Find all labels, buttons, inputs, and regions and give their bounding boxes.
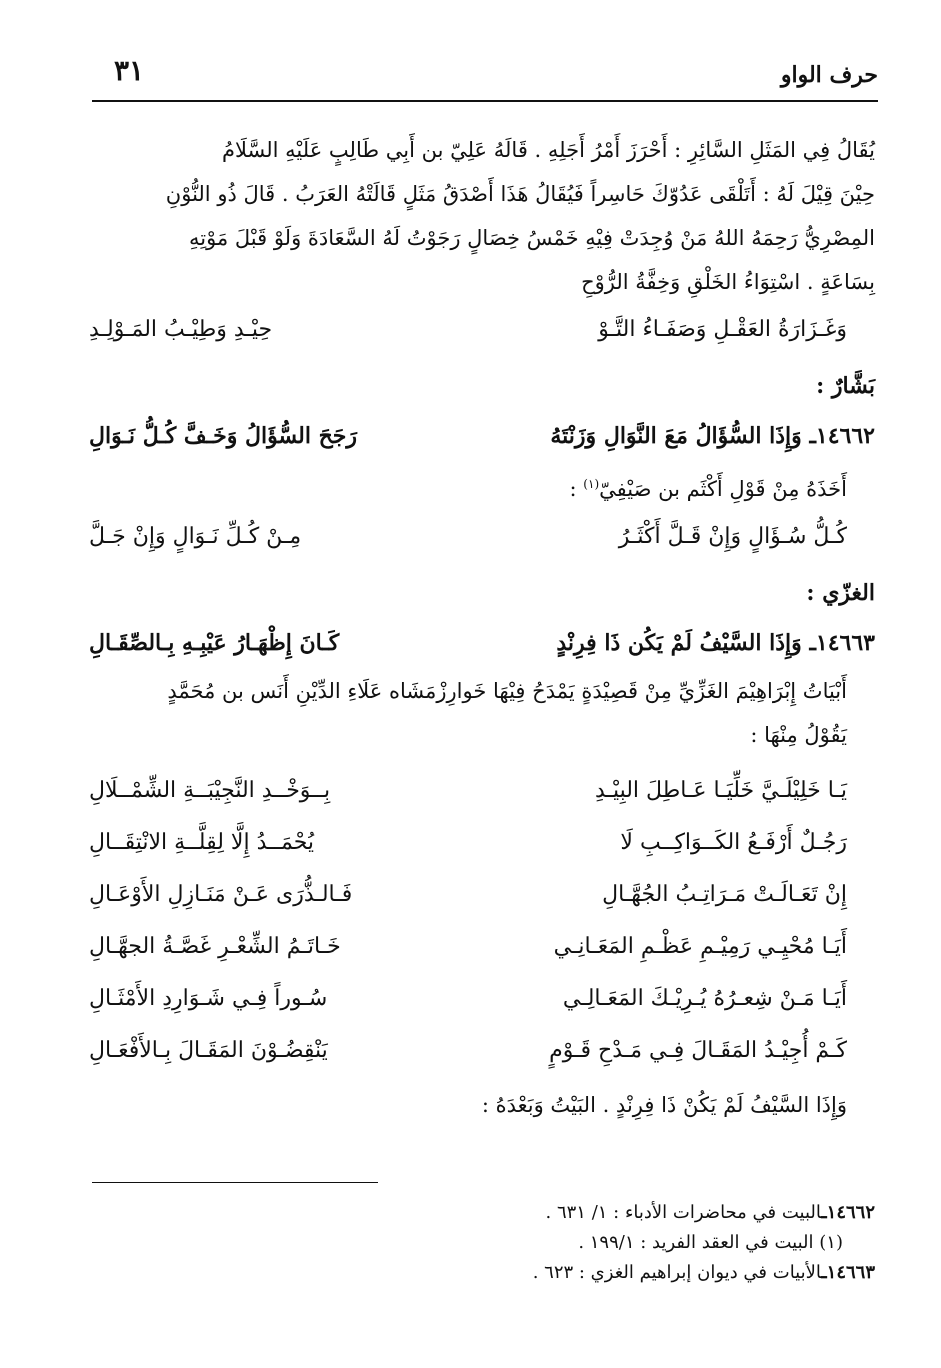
poem-block — [89, 765, 875, 1077]
text-line: يُقَالُ فِي المَثَلِ السَّائِرِ : أَحْرَزَ أَمْرُ أَجَلِهِ . قَالَهُ عَلِيّ بن أَبِي طَالِبٍ عَلَيْهِ السَّلَامُ — [222, 138, 875, 162]
ghazzi-paragraph — [89, 669, 875, 757]
source-note — [89, 462, 875, 511]
header-rule — [92, 100, 878, 102]
verse-line — [89, 921, 875, 973]
verse-second-hemistich: بِــوَخْــدِ النَّجِيْبَــةِ الشِّمْــلَالِ — [89, 778, 331, 803]
footnote-text: البيت في العقد الفريد : ١٩٩/١ . — [578, 1232, 814, 1253]
footnote-number: ١٤٦٦٢ـ — [821, 1202, 875, 1223]
text-line: حِيْنَ قِيْلَ لَهُ : أَتَلْقَى عَدُوّكَ حَاسِراً فَيُقَالُ هَذَا أَصْدَقُ مَثَلٍ قَالَتْهُ العَرَبُ . قَالَ ذُو النُّوْنِ — [165, 182, 875, 206]
poet-heading: الغزّي : — [806, 580, 875, 606]
footnote-text: البيت في محاضرات الأدباء : ١/ ٦٣١ . — [545, 1202, 822, 1223]
footnote-number: ١٤٦٦٣ـ — [821, 1262, 875, 1283]
page-body — [89, 128, 875, 1127]
source-note-text: أَخَذَهُ مِنْ قَوْلِ أَكْثَم بن صَيْفِيّ — [599, 477, 847, 501]
verse-first-hemistich: أَيَـا مُحْيِـي رَمِيْـمِ عَظْـمِ المَعَـانِـي — [553, 934, 847, 959]
footnote-number: (١) — [819, 1232, 843, 1253]
closing-line: وَإِذَا السَّيْفُ لَمْ يَكُنْ ذَا فِرِنْدٍ . البَيْتُ وَبَعْدَهُ : — [481, 1093, 847, 1117]
verse-second-hemistich: خَـاتَـمُ الشِّعْـرِ غَصَّـةُ الجهَّـالِ — [89, 934, 341, 959]
verse-line — [89, 973, 875, 1025]
footnotes — [89, 1198, 875, 1288]
text-line: يَقُوْلُ مِنْهَا : — [750, 723, 847, 747]
verse-first-hemistich: وَغَـزَارَةُ العَقْـلِ وَصَفَـاءُ التَّـوْ — [598, 317, 847, 342]
verse-second-hemistich: حِيْـدِ وَطِيْـبُ المَـوْلِـدِ — [89, 317, 273, 342]
verse-second-hemistich: مِـنْ كُـلِّ نَـوَالٍ وَإِنْ جَـلَّ — [89, 524, 302, 549]
verse-second-hemistich: يَنْقِضُـوْنَ المَقَـالَ بِـالأَفْعَـالِ — [89, 1038, 328, 1063]
verse-first-hemistich: رَجُـلٌ أَرْفَـعُ الكَــوَاكِــبِ لَا — [620, 830, 847, 855]
verse-second-hemistich: سُـوراً فِـي شَـوَارِدِ الأَمْثَـالِ — [89, 986, 328, 1011]
verse-text: وَإِذَا السُّؤَالُ مَعَ النَّوَالِ وَزَنْتَهُ — [550, 423, 802, 449]
verse-number: ١٤٦٦٣ـ — [809, 630, 875, 656]
numbered-verse-14663 — [89, 617, 875, 669]
verse-line — [89, 765, 875, 817]
verse-line — [89, 869, 875, 921]
footnote — [89, 1228, 875, 1258]
source-note-suffix: : — [569, 477, 584, 501]
footnote-rule — [92, 1182, 378, 1183]
footnote — [89, 1258, 875, 1288]
text-line: بِسَاعَةٍ . اسْتِوَاءُ الخَلْقِ وَخِفَّةُ الرُّوْحِ — [581, 270, 875, 294]
verse-first-hemistich — [556, 617, 875, 669]
text-line: أَبْيَاتُ إِبْرَاهِيْمَ الغَزِّيِّ مِنْ قَصِيْدَةٍ يَمْدَحُ فِيْهَا خَوارِزْمَشَاه عَلَاءِ الدِّيْنِ أَنَس بن مُحَمَّدٍ — [167, 679, 847, 703]
page-header — [92, 52, 878, 98]
verse-second-hemistich: يُحْمَــدُ إِلَّا لِقِلَّــةِ الانْتِقَــالِ — [89, 830, 315, 855]
verse-first-hemistich: أَيَـا مَـنْ شِعـرُهُ يُـرِيْـكَ المَعَـالِـي — [562, 986, 847, 1011]
verse-line — [89, 511, 875, 563]
numbered-verse-14662 — [89, 410, 875, 462]
intro-paragraph — [89, 128, 875, 304]
page-number: ٣١ — [114, 54, 145, 87]
verse-line — [89, 817, 875, 869]
verse-first-hemistich: يَـا خَلِيْلَـيَّ خَلِّيَـا عَـاطِلَ البِيْـدِ — [594, 778, 847, 803]
text-line: المِصْرِيُّ رَحِمَهُ اللهُ مَنْ وُجِدَتْ فِيْهِ خَمْسُ خِصَالٍ رَجَوْتُ لَهُ السَّعَادَةَ وَلَوْ قَبْلَ مَوْتِهِ — [189, 226, 875, 250]
poet-heading: بَشَّارٌ : — [816, 373, 875, 399]
verse-second-hemistich: رَجَحَ السُّؤَالُ وَخَـفَّ كُـلُّ نَـوَالِ — [89, 423, 358, 449]
footnote-marker: (١) — [583, 477, 600, 491]
verse-second-hemistich: كَـانَ إِظْهَـارُ عَيْبِـهِ بِـالصِّقَـالِ — [89, 630, 340, 656]
verse-text: وَإِذَا السَّيْفُ لَمْ يَكُن ذَا فِرِنْدٍ — [556, 630, 802, 656]
verse-line — [89, 304, 875, 356]
verse-second-hemistich: فَـالـذُّرَى عَـنْ مَنَـازِلِ الأَوْعَـالِ — [89, 882, 353, 907]
footnote-text: الأبيات في ديوان إبراهيم الغزي : ٦٢٣ . — [532, 1262, 822, 1283]
verse-first-hemistich: كَـمْ أُجِيْـدُ المَقَـالَ فِـي مَـدْحِ قَـوْمٍ — [549, 1038, 847, 1063]
verse-first-hemistich — [550, 410, 875, 462]
verse-line — [89, 1025, 875, 1077]
verse-first-hemistich: إِنْ تَعَـالَـتْ مَـرَاتِـبُ الجُهَّـالِ — [602, 882, 847, 907]
chapter-title: حرف الواو — [780, 62, 878, 88]
footnote — [89, 1198, 875, 1228]
verse-number: ١٤٦٦٢ـ — [809, 423, 875, 449]
verse-first-hemistich: كُـلُّ سُـؤَالٍ وَإِنْ قَـلَّ أَكْثَـرُ — [618, 524, 847, 549]
